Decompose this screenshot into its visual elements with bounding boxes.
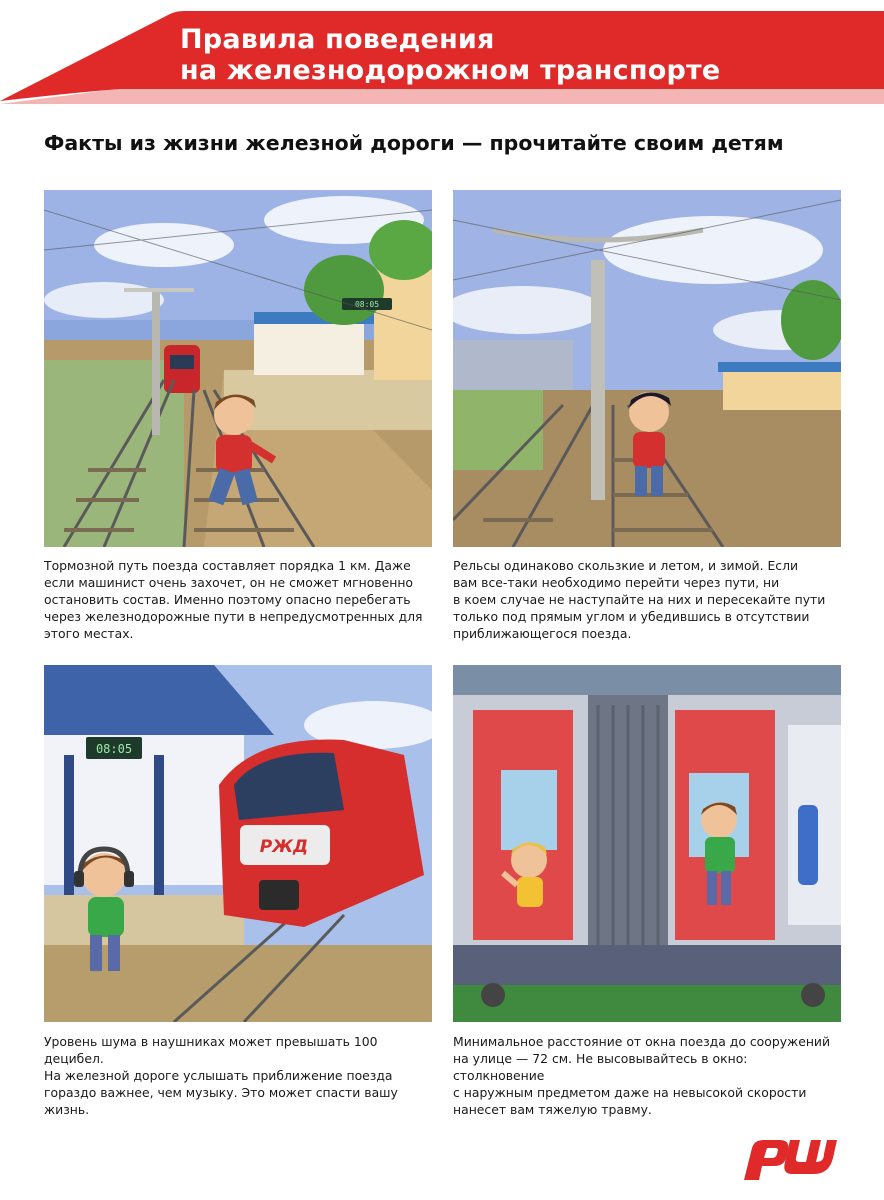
illustration-children-at-train-window bbox=[453, 665, 841, 1022]
card-2-line: вам все-таки необходимо перейти через пути, ни bbox=[453, 575, 780, 590]
page-title-line-1: Правила поведения bbox=[180, 24, 495, 55]
illustration-boy-on-rails bbox=[453, 190, 841, 547]
card-1-text bbox=[44, 557, 432, 642]
page-title bbox=[180, 24, 720, 86]
card-3-line: На железной дороге услышать приближение поезда bbox=[44, 1068, 393, 1083]
card-4-line: Минимальное расстояние от окна поезда до сооружений bbox=[453, 1034, 831, 1049]
card-1-line: этого местах. bbox=[44, 626, 134, 641]
card-2-line: только под прямым углом и убедившись в отсутствии bbox=[453, 609, 810, 624]
card-1-line: остановить состав. Именно поэтому опасно перебегать bbox=[44, 592, 411, 607]
card-2-line: в коем случае не наступайте на них и пересекайте пути bbox=[453, 592, 826, 607]
platform-clock-time: 08:05 bbox=[95, 742, 133, 756]
card-2-text bbox=[453, 557, 841, 642]
page-title-line-2: на железнодорожном транспорте bbox=[180, 55, 721, 86]
rzd-logo bbox=[740, 1134, 842, 1184]
page-subtitle: Факты из жизни железной дороги — прочитайте своим детям bbox=[44, 131, 784, 155]
card-2-line: приближающегося поезда. bbox=[453, 626, 632, 641]
card-4-line: на улице — 72 см. Не высовывайтесь в окно: столкновение bbox=[453, 1051, 748, 1083]
card-2-line: Рельсы одинаково скользкие и летом, и зимой. Если bbox=[453, 558, 799, 573]
card-4-text bbox=[453, 1033, 841, 1118]
header-banner bbox=[0, 0, 884, 108]
card-1-line: через железнодорожные пути в непредусмотренных для bbox=[44, 609, 423, 624]
card-4-line: с наружным предметом даже на невысокой скорости bbox=[453, 1085, 807, 1100]
train-rzd-logo: РЖД bbox=[259, 837, 309, 857]
card-3-line: Уровень шума в наушниках может превышать 100 децибел. bbox=[44, 1034, 378, 1066]
card-4-line: нанесет вам тяжелую травму. bbox=[453, 1102, 652, 1117]
card-1-line: Тормозной путь поезда составляет порядка 1 км. Даже bbox=[44, 558, 411, 573]
card-1-line: если машинист очень захочет, он не сможет мгновенно bbox=[44, 575, 414, 590]
illustration-boy-with-headphones bbox=[44, 665, 432, 1022]
card-3-text bbox=[44, 1033, 432, 1118]
card-3-line: гораздо важнее, чем музыку. Это может спасти вашу жизнь. bbox=[44, 1085, 398, 1117]
illustration-boy-crossing-tracks bbox=[44, 190, 432, 547]
station-clock-time: 08:05 bbox=[354, 300, 380, 309]
